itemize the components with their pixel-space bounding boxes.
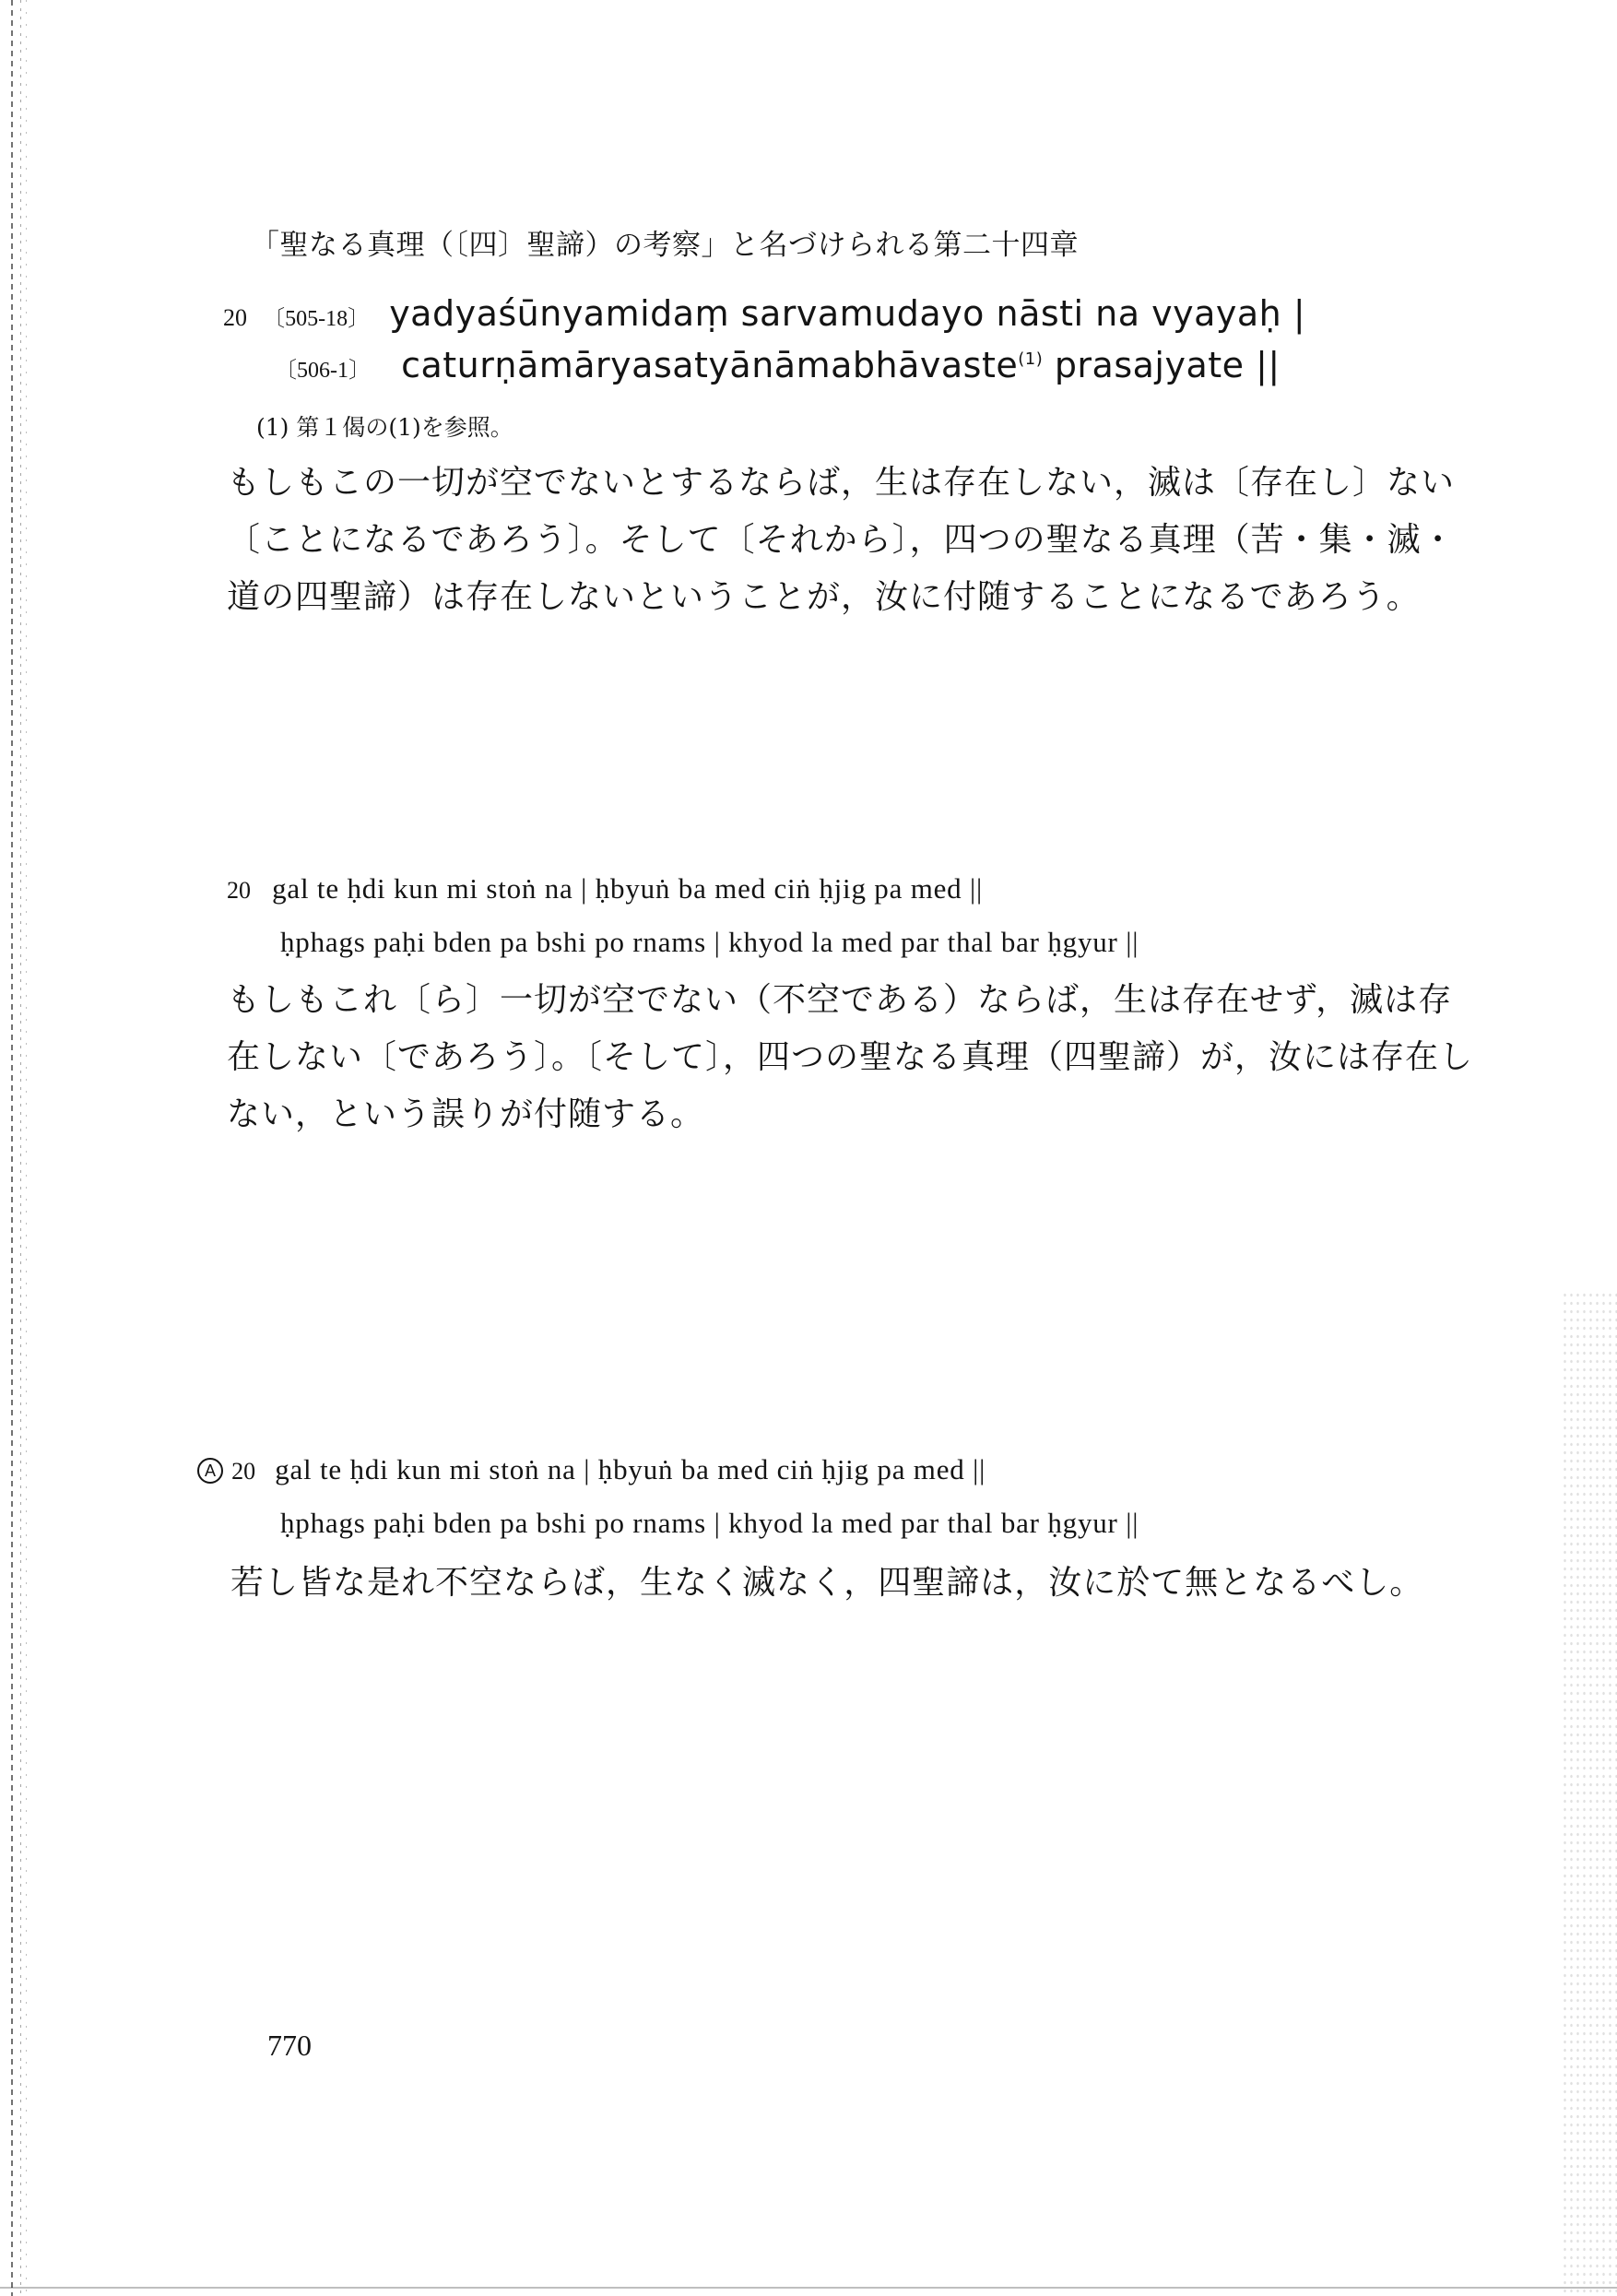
page-reference: 〔506-1〕 — [275, 359, 371, 383]
page-reference: 〔505-18〕 — [263, 307, 371, 331]
translation-line: 道の四聖諦）は存在しないということが，汝に付随することになるであろう。 — [227, 578, 1421, 616]
verse-number: 20 — [231, 1458, 256, 1485]
tibetan-text: gal te ḥdi kun mi stoṅ na | ḥbyuṅ ba med ciṅ ḥjig pa med || — [275, 1453, 986, 1485]
verse-number: 20 — [223, 304, 247, 331]
sanskrit-text: caturṇāmāryasatyānāmabhāvaste — [401, 345, 1019, 385]
scan-speckle — [1562, 1291, 1617, 2296]
tibetan-line-1 — [227, 872, 983, 905]
page-number: 770 — [267, 2029, 312, 2062]
footnote-mark: (1) — [1018, 349, 1044, 369]
akutobhaya-translation: 若し皆な是れ不空ならば，生なく滅なく，四聖諦は，汝に於て無となるべし。 — [230, 1564, 1424, 1602]
tibetan-text: gal te ḥdi kun mi stoṅ na | ḥbyuṅ ba med ciṅ ḥjig pa med || — [272, 872, 984, 905]
akutobhaya-line-1 — [197, 1453, 986, 1486]
sanskrit-line-1 — [223, 293, 1305, 334]
page-bottom-edge — [0, 2287, 1617, 2289]
circled-a-marker: A — [197, 1458, 223, 1484]
footnote: (1) 第１偈の(1)を参照。 — [256, 414, 513, 441]
sanskrit-translation — [227, 455, 1456, 626]
akutobhaya-line-2: ḥphags paḥi bden pa bshi po rnams | khyod la med par thal bar ḥgyur || — [280, 1507, 1139, 1539]
translation-line: ない，という誤りが付随する。 — [227, 1095, 705, 1133]
translation-line: もしもこれ〔ら〕一切が空でない（不空である）ならば，生は存在せず，滅は存 — [227, 981, 1453, 1019]
binding-edge — [7, 0, 30, 2296]
translation-line: もしもこの一切が空でないとするならば，生は存在しない，滅は〔存在し〕ない — [227, 464, 1456, 502]
translation-line: 在しない〔であろう〕。〔そして〕，四つの聖なる真理（四聖諦）が，汝には存在し — [227, 1038, 1474, 1076]
translation-line: 〔ことになるであろう〕。そして〔それから〕，四つの聖なる真理（苦・集・滅・ — [227, 521, 1456, 559]
sanskrit-line-2 — [275, 345, 1281, 385]
chapter-title: 「聖なる真理（〔四〕聖諦）の考察」と名づけられる第二十四章 — [251, 229, 1079, 262]
tibetan-translation — [227, 972, 1473, 1143]
sanskrit-text: yadyaśūnyamidaṃ sarvamudayo nāsti na vyayaḥ | — [389, 293, 1306, 334]
sanskrit-text: prasajyate || — [1043, 345, 1281, 385]
verse-number: 20 — [227, 877, 251, 904]
tibetan-line-2: ḥphags paḥi bden pa bshi po rnams | khyod la med par thal bar ḥgyur || — [280, 926, 1139, 958]
